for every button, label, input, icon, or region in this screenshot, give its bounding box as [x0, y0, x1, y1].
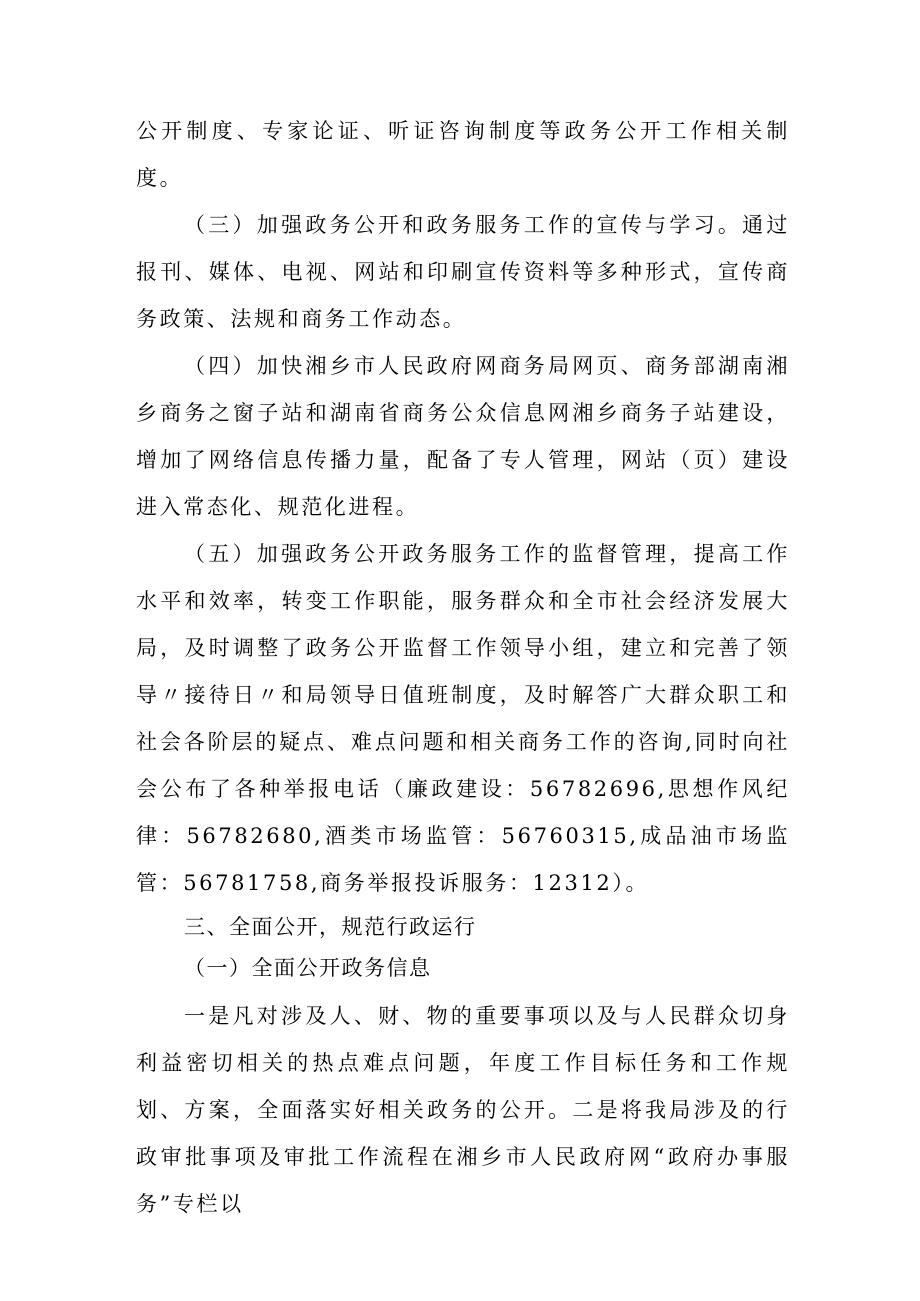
paragraph-supervision: （五）加强政务公开政务服务工作的监督管理，提高工作水平和效率，转变工作职能，服务群众和全市社会经济发展大局，及时调整了政务公开监督工作领导小组，建立和完善了领导〃接待日〃和局领导日值班制度，及时解答广大群众职工和社会各阶层的疑点、难点问题和相关商务工作的咨询,同时向社会公布了各种举报电话（廉政建设：56782696,思想作风纪律：56782680,酒类市场监管：56760315,成品油市场监管：56781758,商务举报投诉服务：12312）。 [136, 542, 790, 895]
paragraph-publicity: （三）加强政务公开和政务服务工作的宣传与学习。通过报刊、媒体、电视、网站和印刷宣传资料等多种形式，宣传商务政策、法规和商务工作动态。 [136, 213, 790, 331]
section-heading: 三、全面公开，规范行政运行 [184, 915, 477, 939]
paragraph-website: （四）加快湘乡市人民政府网商务局网页、商务部湖南湘乡商务之窗子站和湖南省商务公众信息网湘乡商务子站建设，增加了网络信息传播力量，配备了专人管理，网站（页）建设进入常态化、规范化进程。 [136, 354, 790, 519]
paragraph-disclosure: 一是凡对涉及人、财、物的重要事项以及与人民群众切身利益密切相关的热点难点问题，年度工作目标任务和工作规划、方案，全面落实好相关政务的公开。二是将我局涉及的行政审批事项及审批工作流程在湘乡市人民政府网“政府办事服务”专栏以 [136, 1004, 790, 1216]
document-page [136, 108, 790, 1228]
subsection-heading: （一）全面公开政务信息 [184, 956, 432, 980]
paragraph-continuation: 公开制度、专家论证、听证咨询制度等政务公开工作相关制度。 [136, 119, 790, 190]
